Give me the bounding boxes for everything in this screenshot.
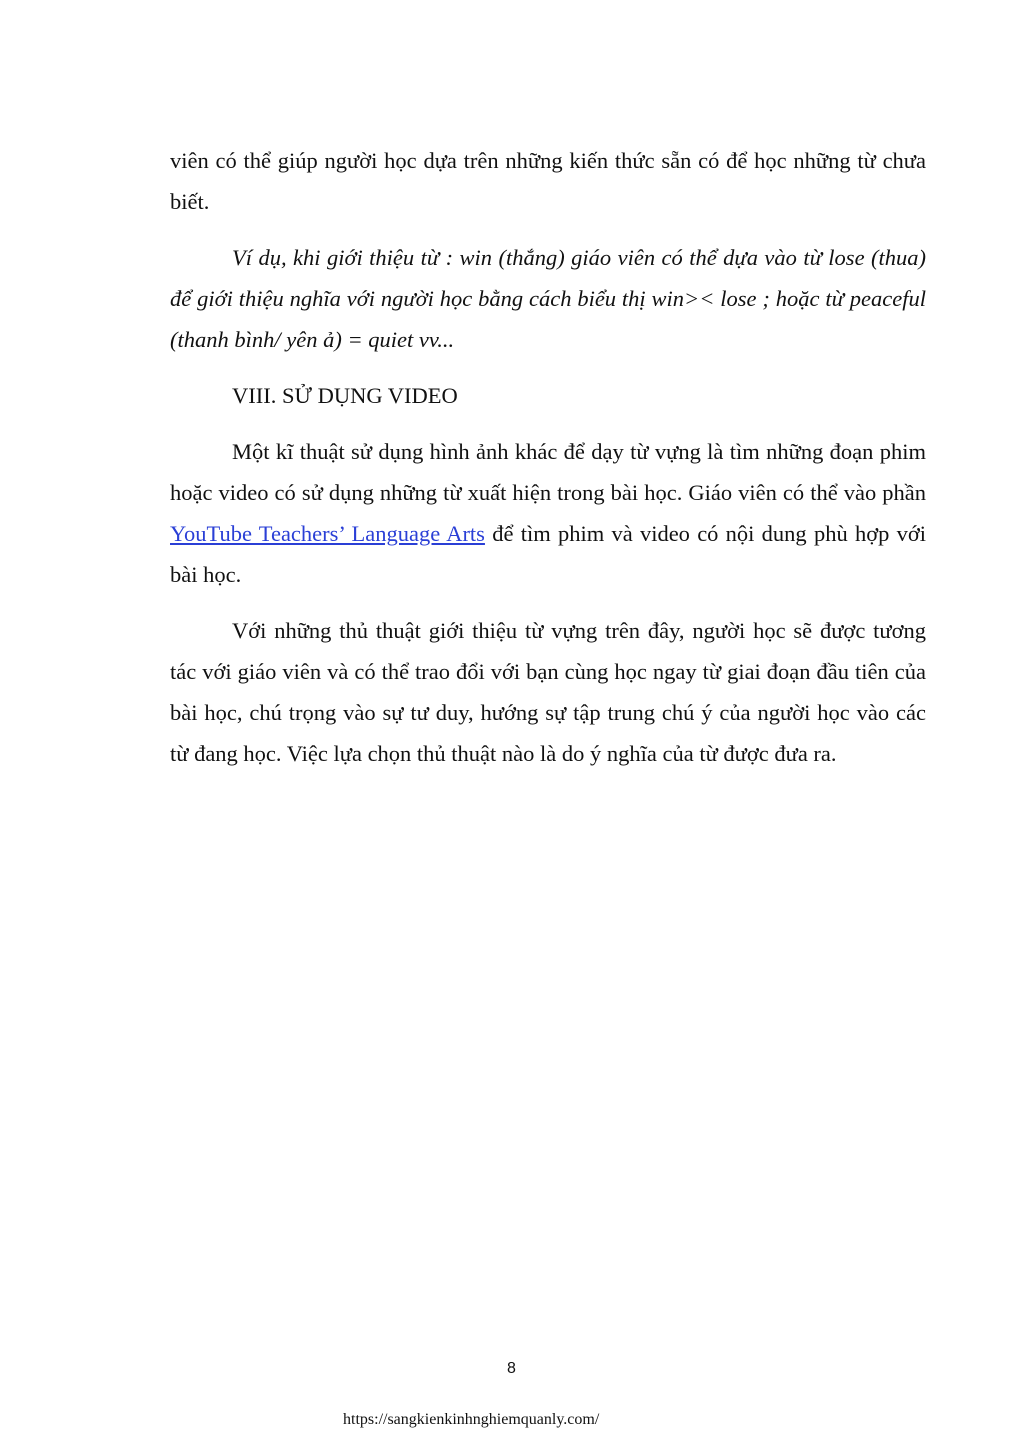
document-body bbox=[170, 140, 926, 774]
example-paragraph: Ví dụ, khi giới thiệu từ : win (thắng) giáo viên có thể dựa vào từ lose (thua) để giới thiệu nghĩa với người học bằng cách biểu thị win>< lose ; hoặc từ peaceful (thanh bình/ yên ả) = quiet vv... bbox=[170, 245, 926, 352]
paragraph-continuation: viên có thể giúp người học dựa trên những kiến thức sẵn có để học những từ chưa biết. bbox=[170, 148, 926, 214]
video-paragraph-text-start: Một kĩ thuật sử dụng hình ảnh khác để dạy từ vựng là tìm những đoạn phim hoặc video có sử dụng những từ xuất hiện trong bài học. Giáo viên có thể vào phần bbox=[170, 439, 926, 505]
section-heading: VIII. SỬ DỤNG VIDEO bbox=[232, 383, 458, 408]
footer-url: https://sangkienkinhnghiemquanly.com/ bbox=[343, 1411, 600, 1428]
page-number: 8 bbox=[507, 1360, 516, 1377]
conclusion-paragraph: Với những thủ thuật giới thiệu từ vựng trên đây, người học sẽ được tương tác với giáo viên và có thể trao đổi với bạn cùng học ngay từ giai đoạn đầu tiên của bài học, chú trọng vào sự tư duy, hướng sự tập trung chú ý của người học vào các từ đang học. Việc lựa chọn thủ thuật nào là do ý nghĩa của từ được đưa ra. bbox=[170, 618, 926, 766]
youtube-teachers-link[interactable]: YouTube Teachers’ Language Arts bbox=[170, 521, 485, 546]
video-paragraph-text-end: để tìm phim và video có nội dung phù hợp với bài học. bbox=[170, 521, 926, 587]
video-paragraph bbox=[170, 431, 926, 595]
